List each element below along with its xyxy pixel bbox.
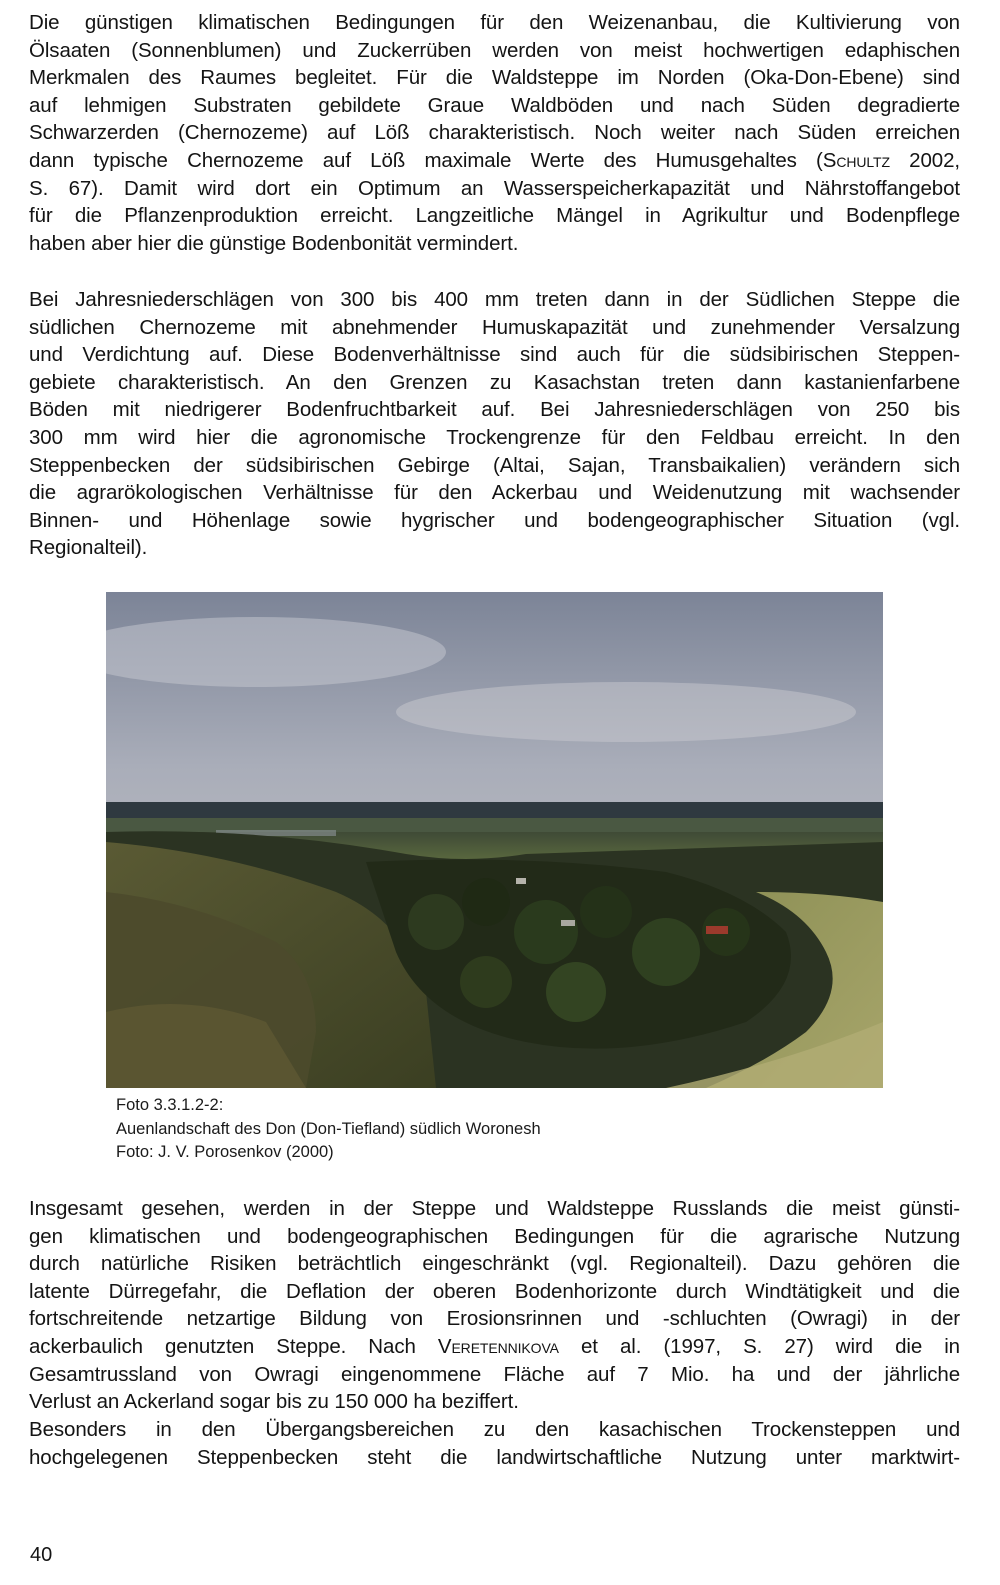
- text-line: fortschreitende netzartige Bildung von Erosionsrinnen und -schluchten (Owragi) in der: [29, 1307, 960, 1331]
- text-line: durch natürliche Risiken beträchtlich eingeschränkt (vgl. Regionalteil). Dazu gehören die: [29, 1252, 960, 1276]
- text-line: für die Pflanzenproduktion erreicht. Langzeitliche Mängel in Agrikultur und Bodenpflege: [29, 204, 960, 228]
- paragraph-transition-zones: [29, 1416, 960, 1471]
- text-line: Ölsaaten (Sonnenblumen) und Zuckerrüben werden von meist hochwertigen edaphischen: [29, 38, 960, 62]
- citation-year: 2002,: [889, 148, 960, 172]
- text-line: latente Dürregefahr, die Deflation der oberen Bodenhorizonte durch Windtätigkeit und die: [29, 1279, 960, 1303]
- text-line: hochgelegenen Steppenbecken steht die landwirtschaftliche Nutzung unter marktwirt-: [29, 1445, 960, 1469]
- text-line-with-citation: [29, 147, 960, 175]
- text-segment: ackerbaulich genutzten Steppe. Nach: [29, 1334, 438, 1358]
- text-line: Merkmalen des Raumes begleitet. Für die Waldsteppe im Norden (Oka-Don-Ebene) sind: [29, 66, 960, 90]
- text-line: Gesamtrussland von Owragi eingenommene Fläche auf 7 Mio. ha und der jährliche: [29, 1362, 960, 1386]
- paragraph-natural-risks: [29, 1195, 960, 1416]
- text-line: haben aber hier die günstige Bodenbonität vermindert.: [29, 231, 519, 255]
- text-line-with-citation: [29, 1333, 960, 1361]
- text-line: Böden mit niedrigerer Bodenfruchtbarkeit auf. Bei Jahresniederschlägen von 250 bis: [29, 398, 960, 422]
- text-line: Binnen- und Höhenlage sowie hygrischer und bodengeographischer Situation (vgl.: [29, 508, 960, 532]
- text-line: auf lehmigen Substraten gebildete Graue Waldböden und nach Süden degradierte: [29, 93, 960, 117]
- text-segment: et al. (1997, S. 27) wird die in: [558, 1334, 960, 1358]
- text-line: Besonders in den Übergangsbereichen zu den kasachischen Trockensteppen und: [29, 1418, 960, 1441]
- text-line: Insgesamt gesehen, werden in der Steppe und Waldsteppe Russlands die meist günsti-: [29, 1197, 960, 1220]
- citation-author: Veretennikova: [437, 1334, 559, 1358]
- citation-author: Schultz: [822, 148, 890, 172]
- text-line: Bei Jahresniederschlägen von 300 bis 400 mm treten dann in der Südlichen Steppe die: [29, 288, 960, 311]
- text-line: gebiete charakteristisch. An den Grenzen zu Kasachstan treten dann kastanienfarbene: [29, 370, 960, 394]
- text-segment: dann typische Chernozeme auf Löß maximale Werte des Humusgehaltes (: [29, 148, 823, 172]
- caption-credit: Foto: J. V. Porosenkov (2000): [116, 1143, 334, 1161]
- text-line: Regionalteil).: [29, 536, 148, 560]
- paragraph-soils-forest-steppe: [29, 9, 960, 257]
- text-line: Die günstigen klimatischen Bedingungen für den Weizenanbau, die Kultivierung von: [29, 11, 960, 34]
- landscape-photo: [106, 592, 883, 1088]
- text-line: Steppenbecken der südsibirischen Gebirge (Altai, Sajan, Transbaikalien) verändern sich: [29, 453, 960, 477]
- text-line: 300 mm wird hier die agronomische Trockengrenze für den Feldbau erreicht. In den: [29, 425, 960, 449]
- text-line: Verlust an Ackerland sogar bis zu 150 000 ha beziffert.: [29, 1390, 519, 1414]
- text-line: und Verdichtung auf. Diese Bodenverhältnisse sind auch für die südsibirischen Steppen-: [29, 343, 960, 367]
- paragraph-southern-steppe: [29, 286, 960, 562]
- text-line: südlichen Chernozeme mit abnehmender Humuskapazität und zunehmender Versalzung: [29, 315, 960, 339]
- figure-caption: [116, 1094, 816, 1165]
- caption-title: Auenlandschaft des Don (Don-Tiefland) südlich Woronesh: [116, 1119, 541, 1138]
- text-line: gen klimatischen und bodengeographischen Bedingungen für die agrarische Nutzung: [29, 1224, 960, 1248]
- caption-label: Foto 3.3.1.2-2:: [116, 1096, 224, 1114]
- text-line: Schwarzerden (Chernozeme) auf Löß charakteristisch. Noch weiter nach Süden erreichen: [29, 121, 960, 145]
- page-number: 40: [30, 1544, 53, 1566]
- text-line: S. 67). Damit wird dort ein Optimum an Wasserspeicherkapazität und Nährstoffangebot: [29, 176, 960, 200]
- text-line: die agrarökologischen Verhältnisse für den Ackerbau und Weidenutzung mit wachsender: [29, 481, 960, 505]
